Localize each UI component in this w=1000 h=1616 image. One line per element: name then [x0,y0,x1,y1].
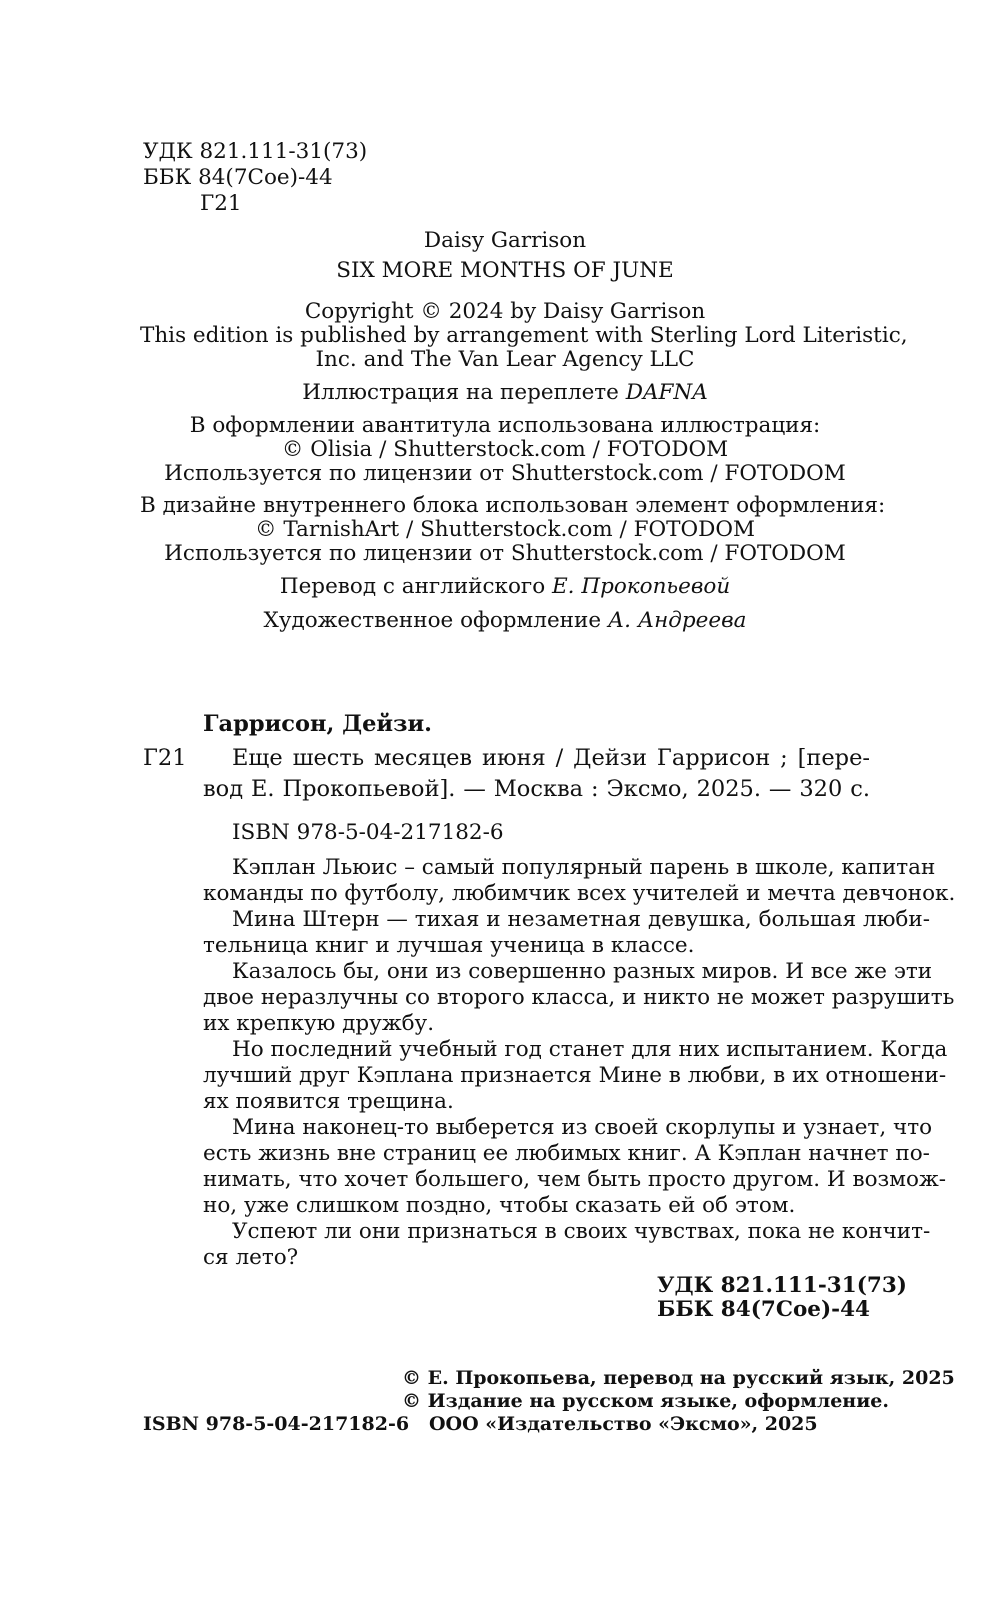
translator-name: Е. Прокопьевой [551,574,731,599]
design-credit [140,609,870,633]
annotation-line: есть жизнь вне страниц ее любимых книг. А Кэплан начнет по- [203,1141,930,1166]
classification-udk: УДК 821.111-31(73) [143,139,368,164]
annotation-line: тельница книг и лучшая ученица в классе. [203,933,695,958]
catalog-code: Г21 [143,745,187,771]
translation-label: Перевод с английского [279,574,552,599]
frontispiece-credit-line: © Olisia / Shutterstock.com / FOTODOM [281,437,729,462]
annotation-line: Мина наконец-то выберется из своей скорлупы и узнает, что [232,1115,933,1140]
annotation-line: ях появится трещина. [203,1089,454,1114]
copyright-line: Inc. and The Van Lear Agency LLC [315,347,695,372]
annotation-line: Кэплан Льюис – самый популярный парень в школе, капитан [232,855,936,880]
frontispiece-credit-line: Используется по лицензии от Shutterstock.com / FOTODOM [164,461,846,486]
annotation-line: нимать, что хочет большего, чем быть просто другом. И возмож- [203,1167,946,1192]
footer-copyright-line: © Издание на русском языке, оформление. [402,1390,890,1412]
catalog-description-line: вод Е. Прокопьевой]. — Москва : Эксмо, 2025. — 320 с. [203,776,870,802]
copyright-line: This edition is published by arrangement with Sterling Lord Literistic, [140,323,908,348]
annotation-line: двое неразлучны со второго класса, и никто не может разрушить [203,985,955,1010]
cover-name: DAFNA [625,380,708,405]
catalog-isbn: ISBN 978-5-04-217182-6 [232,820,504,845]
cover-illustration-credit [140,381,870,405]
inner-block-credit-line: В дизайне внутреннего блока использован элемент оформления: [140,493,886,518]
original-author: Daisy Garrison [423,228,587,253]
footer-copyright-line: ООО «Издательство «Эксмо», 2025 [429,1413,818,1435]
annotation-line: Но последний учебный год станет для них испытанием. Когда [232,1037,948,1062]
footer-copyright-line: © Е. Прокопьева, перевод на русский язык, 2025 [402,1367,955,1389]
original-title: SIX MORE MONTHS OF JUNE [336,258,674,283]
design-label: Художественное оформление [263,608,608,633]
inner-block-credit-line: Используется по лицензии от Shutterstock.com / FOTODOM [164,541,846,566]
annotation-line: команды по футболу, любимчик всех учителей и мечта девчонок. [203,881,956,906]
annotation-line: Мина Штерн — тихая и незаметная девушка, большая люби- [232,907,930,932]
annotation-line: но, уже слишком поздно, чтобы сказать ей об этом. [203,1193,796,1218]
catalog-bbk: ББК 84(7Сое)-44 [657,1297,870,1322]
copyright-line: Copyright © 2024 by Daisy Garrison [304,299,706,324]
classification-bbk: ББК 84(7Сое)-44 [143,165,333,190]
inner-block-credit-line: © TarnishArt / Shutterstock.com / FOTODOM [255,517,755,542]
annotation-line: их крепкую дружбу. [203,1011,435,1036]
classification-code: Г21 [200,191,242,216]
frontispiece-credit-line: В оформлении авантитула использована иллюстрация: [189,413,821,438]
translation-credit [140,575,870,599]
annotation-line: лучший друг Кэплана признается Мине в любви, в их отношени- [203,1063,947,1088]
annotation-line: Успеют ли они признаться в своих чувствах, пока не кончит- [232,1219,931,1244]
annotation-line: Казалось бы, они из совершенно разных миров. И все же эти [232,959,933,984]
catalog-heading: Гаррисон, Дейзи. [203,711,432,737]
catalog-description-line: Еще шесть месяцев июня / Дейзи Гаррисон ; [пере- [232,745,870,771]
designer-name: А. Андреева [607,608,747,633]
cover-label: Иллюстрация на переплете [302,380,626,405]
footer-isbn: ISBN 978-5-04-217182-6 [143,1413,410,1435]
annotation-line: ся лето? [203,1245,299,1270]
catalog-udk: УДК 821.111-31(73) [657,1273,907,1298]
